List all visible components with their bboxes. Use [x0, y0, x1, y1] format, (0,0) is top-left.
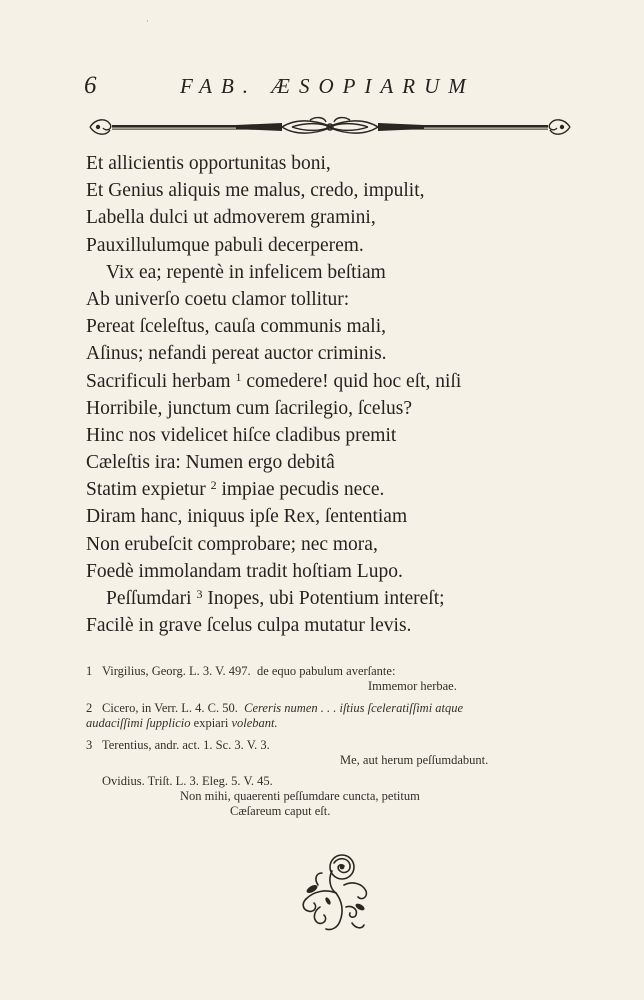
verse-line: Foedè immolandam tradit hoſtiam Lupo. — [86, 560, 403, 582]
verse-line: Statim expietur $^2$ impiae pecudis nece. — [86, 478, 385, 501]
verse-line: Ab univerſo coetu clamor tollitur: — [86, 288, 350, 310]
footnote-source: Ovidius. Triſt. L. 3. Eleg. 5. V. 45. — [102, 774, 273, 788]
verse-line: Aſinus; nefandi pereat auctor criminis. — [86, 343, 387, 365]
verse-block — [86, 150, 556, 639]
footnote-quote: de equo pabulum averſante: — [256, 664, 396, 678]
verse-line: Et Genius aliquis me malus, credo, impulit, — [86, 180, 425, 202]
verse-line: Sacrificuli herbam $^1$ comedere! quid hoc eſt, niſi — [86, 369, 462, 392]
footnote — [86, 774, 566, 819]
footnote-number: 2 — [86, 701, 93, 715]
footnote-continuation: Immemor herbae. — [368, 679, 457, 693]
footnote-number: 1 — [86, 664, 93, 678]
footnote-continuation: Non mihi, quaerenti peſſumdare cuncta, petitum — [180, 789, 420, 803]
verse-line: Vix ea; repentè in infelicem beſtiam — [106, 261, 386, 283]
verse-line: Diram hanc, iniquus ipſe Rex, ſententiam — [86, 506, 408, 528]
footnote-source: Terentius, andr. act. 1. Sc. 3. V. 3. — [102, 738, 270, 752]
page-header — [84, 72, 564, 102]
floral-vignette-icon — [290, 845, 380, 935]
footnote-continuation: Cæſareum caput eſt. — [230, 804, 331, 818]
footnote-source: Virgilius, Georg. L. 3. V. 497. — [102, 664, 251, 678]
verse-line: Peſſumdari $^3$ Inopes, ubi Potentium intereſt; — [106, 587, 445, 609]
verse-line: Pauxillulumque pabuli decerperem. — [86, 234, 364, 256]
footnote-ref: 1 — [235, 369, 242, 384]
verse-line: Et allicientis opportunitas boni, — [86, 153, 331, 174]
verse-line: Facilè in grave ſcelus culpa mutatur levis. — [86, 615, 412, 637]
verse-line: Hinc nos videlicet hiſce cladibus premit — [86, 424, 397, 446]
verse-line: Cæleſtis ira: Numen ergo debitâ — [86, 452, 335, 474]
footnote: 2 Cicero, in Verr. L. 4. C. 50. Cereris numen . . . iſtius ſceleratiſſimi atque audaciſſimi ſupplicio expiari volebant. — [86, 701, 464, 730]
footnote — [86, 664, 566, 694]
footnote-ref: 2 — [210, 478, 217, 493]
footnotes — [86, 664, 566, 819]
verse-line: Non erubeſcit comprobare; nec mora, — [86, 533, 378, 555]
verse-line: Pereat ſceleſtus, cauſa communis mali, — [86, 316, 386, 338]
verse-line: Labella dulci ut admoverem gramini, — [86, 207, 376, 229]
footnote-source: Cicero, in Verr. L. 4. C. 50. — [102, 701, 238, 715]
verse-line: Horribile, junctum cum ſacrilegio, ſcelus? — [86, 397, 412, 419]
page-number: 6 — [84, 72, 97, 99]
running-title: FAB. ÆSOPIARUM — [180, 74, 475, 98]
footnote-continuation: Me, aut herum peſſumdabunt. — [340, 753, 489, 767]
ornament-rule-icon — [86, 114, 574, 140]
footnote — [86, 738, 566, 768]
footnote-number: 3 — [86, 738, 93, 752]
footnote-ref: 3 — [196, 587, 203, 601]
print-speck: · — [146, 16, 149, 26]
footnote-quote: Cereris numen . . . iſtius ſceleratiſſimi atque audaciſſimi ſupplicio — [86, 701, 464, 730]
